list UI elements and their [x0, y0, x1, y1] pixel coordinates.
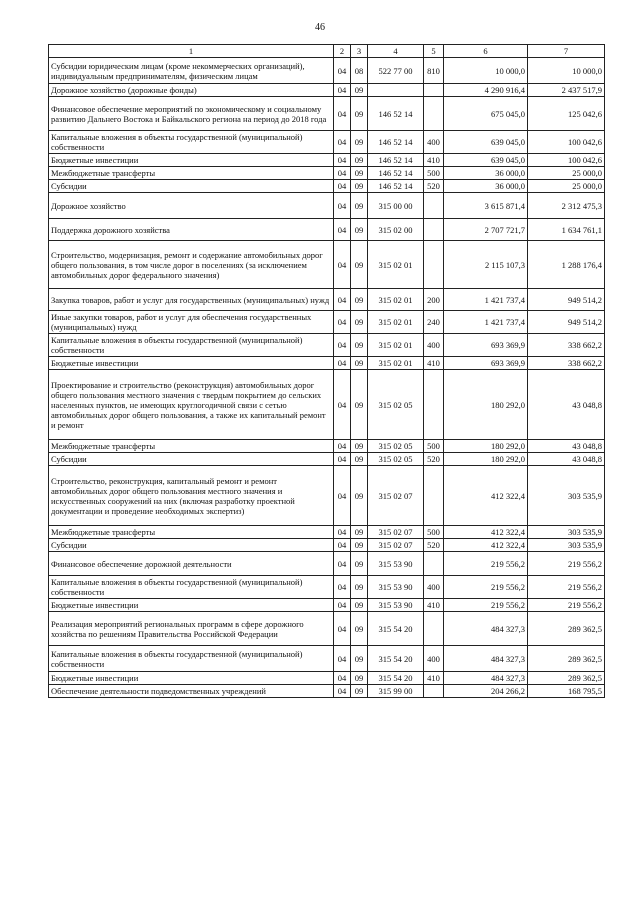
table-row	[49, 612, 605, 646]
row-amount-2: 219 556,2	[528, 599, 605, 612]
row-amount-1: 4 290 916,4	[444, 84, 528, 97]
row-name: Межбюджетные трансферты	[49, 167, 334, 180]
row-amount-2: 303 535,9	[528, 539, 605, 552]
row-amount-1: 219 556,2	[444, 552, 528, 576]
row-amount-2: 2 437 517,9	[528, 84, 605, 97]
row-subsection: 08	[351, 58, 368, 84]
row-subsection: 09	[351, 370, 368, 440]
row-amount-1: 484 327,3	[444, 612, 528, 646]
row-section: 04	[334, 58, 351, 84]
row-subsection: 09	[351, 180, 368, 193]
row-name: Финансовое обеспечение дорожной деятельности	[49, 552, 334, 576]
row-amount-1: 2 115 107,3	[444, 241, 528, 289]
row-amount-2: 1 288 176,4	[528, 241, 605, 289]
row-section: 04	[334, 539, 351, 552]
row-amount-2: 43 048,8	[528, 453, 605, 466]
row-section: 04	[334, 131, 351, 154]
row-amount-2: 289 362,5	[528, 646, 605, 672]
row-subsection: 09	[351, 84, 368, 97]
row-target-code: 315 02 00	[368, 219, 424, 241]
row-amount-2: 125 042,6	[528, 97, 605, 131]
row-subsection: 09	[351, 672, 368, 685]
row-expense-type: 500	[424, 440, 444, 453]
table-row	[49, 357, 605, 370]
row-name: Закупка товаров, работ и услуг для государственных (муниципальных) нужд	[49, 289, 334, 311]
row-amount-1: 180 292,0	[444, 440, 528, 453]
row-expense-type: 410	[424, 357, 444, 370]
table-row	[49, 370, 605, 440]
row-subsection: 09	[351, 612, 368, 646]
row-expense-type: 520	[424, 180, 444, 193]
row-subsection: 09	[351, 685, 368, 698]
row-expense-type: 500	[424, 526, 444, 539]
row-target-code: 315 02 07	[368, 539, 424, 552]
table-row	[49, 576, 605, 599]
table-row	[49, 311, 605, 334]
row-target-code: 315 02 01	[368, 241, 424, 289]
table-row	[49, 131, 605, 154]
row-expense-type	[424, 685, 444, 698]
header-cell: 7	[528, 45, 605, 58]
row-section: 04	[334, 552, 351, 576]
budget-table	[48, 44, 605, 698]
row-target-code: 146 52 14	[368, 97, 424, 131]
row-amount-1: 36 000,0	[444, 180, 528, 193]
row-expense-type	[424, 241, 444, 289]
row-name: Финансовое обеспечение мероприятий по экономическому и социальному развитию Дальнего Востока и Байкальского региона на период до 2018 года	[49, 97, 334, 131]
row-section: 04	[334, 334, 351, 357]
row-expense-type: 520	[424, 539, 444, 552]
row-amount-2: 25 000,0	[528, 167, 605, 180]
row-name: Бюджетные инвестиции	[49, 154, 334, 167]
row-amount-1: 412 322,4	[444, 526, 528, 539]
row-target-code: 146 52 14	[368, 180, 424, 193]
row-expense-type: 400	[424, 576, 444, 599]
row-amount-1: 204 266,2	[444, 685, 528, 698]
row-amount-2: 25 000,0	[528, 180, 605, 193]
row-expense-type: 410	[424, 599, 444, 612]
row-target-code: 315 02 01	[368, 357, 424, 370]
table-row	[49, 453, 605, 466]
table-row	[49, 154, 605, 167]
row-subsection: 09	[351, 289, 368, 311]
row-section: 04	[334, 685, 351, 698]
row-expense-type: 410	[424, 672, 444, 685]
row-name: Капитальные вложения в объекты государственной (муниципальной) собственности	[49, 576, 334, 599]
row-subsection: 09	[351, 167, 368, 180]
row-amount-1: 693 369,9	[444, 357, 528, 370]
row-amount-1: 693 369,9	[444, 334, 528, 357]
table-row	[49, 552, 605, 576]
row-name: Субсидии	[49, 180, 334, 193]
table-row	[49, 440, 605, 453]
row-expense-type	[424, 466, 444, 526]
row-target-code: 315 02 01	[368, 334, 424, 357]
row-target-code: 146 52 14	[368, 167, 424, 180]
row-amount-2: 303 535,9	[528, 466, 605, 526]
row-subsection: 09	[351, 311, 368, 334]
row-amount-2: 949 514,2	[528, 311, 605, 334]
row-amount-2: 43 048,8	[528, 440, 605, 453]
row-amount-1: 639 045,0	[444, 131, 528, 154]
row-amount-2: 100 042,6	[528, 131, 605, 154]
row-amount-2: 289 362,5	[528, 672, 605, 685]
row-name: Межбюджетные трансферты	[49, 440, 334, 453]
row-target-code: 146 52 14	[368, 154, 424, 167]
row-target-code: 315 53 90	[368, 576, 424, 599]
row-section: 04	[334, 646, 351, 672]
row-amount-2: 2 312 475,3	[528, 193, 605, 219]
row-section: 04	[334, 97, 351, 131]
row-amount-1: 2 707 721,7	[444, 219, 528, 241]
row-name: Обеспечение деятельности подведомственных учреждений	[49, 685, 334, 698]
table-row	[49, 466, 605, 526]
row-expense-type: 410	[424, 154, 444, 167]
row-section: 04	[334, 180, 351, 193]
table-row	[49, 599, 605, 612]
row-expense-type	[424, 219, 444, 241]
table-row	[49, 241, 605, 289]
row-amount-2: 168 795,5	[528, 685, 605, 698]
row-subsection: 09	[351, 526, 368, 539]
row-section: 04	[334, 193, 351, 219]
row-subsection: 09	[351, 193, 368, 219]
row-section: 04	[334, 241, 351, 289]
table-row	[49, 219, 605, 241]
row-section: 04	[334, 576, 351, 599]
row-name: Иные закупки товаров, работ и услуг для обеспечения государственных (муниципальных) нужд	[49, 311, 334, 334]
row-section: 04	[334, 219, 351, 241]
row-target-code: 146 52 14	[368, 131, 424, 154]
row-name: Дорожное хозяйство	[49, 193, 334, 219]
row-expense-type: 520	[424, 453, 444, 466]
row-amount-1: 412 322,4	[444, 466, 528, 526]
row-section: 04	[334, 466, 351, 526]
row-expense-type: 400	[424, 646, 444, 672]
row-subsection: 09	[351, 552, 368, 576]
row-target-code: 315 54 20	[368, 612, 424, 646]
row-expense-type	[424, 193, 444, 219]
row-amount-1: 180 292,0	[444, 370, 528, 440]
row-target-code: 315 02 01	[368, 311, 424, 334]
row-target-code: 315 02 05	[368, 440, 424, 453]
row-name: Субсидии юридическим лицам (кроме некоммерческих организаций), индивидуальным предпринимателям, физическим лицам	[49, 58, 334, 84]
row-expense-type: 810	[424, 58, 444, 84]
row-subsection: 09	[351, 154, 368, 167]
row-subsection: 09	[351, 97, 368, 131]
row-amount-2: 338 662,2	[528, 334, 605, 357]
header-cell: 3	[351, 45, 368, 58]
row-name: Бюджетные инвестиции	[49, 672, 334, 685]
row-name: Бюджетные инвестиции	[49, 357, 334, 370]
row-target-code: 315 99 00	[368, 685, 424, 698]
row-expense-type: 500	[424, 167, 444, 180]
row-target-code	[368, 84, 424, 97]
row-amount-2: 289 362,5	[528, 612, 605, 646]
table-row	[49, 167, 605, 180]
table-row	[49, 526, 605, 539]
header-cell: 1	[49, 45, 334, 58]
row-target-code: 315 02 05	[368, 370, 424, 440]
table-row	[49, 334, 605, 357]
table-row	[49, 58, 605, 84]
row-amount-2: 219 556,2	[528, 552, 605, 576]
row-section: 04	[334, 167, 351, 180]
row-target-code: 315 54 20	[368, 672, 424, 685]
row-amount-2: 1 634 761,1	[528, 219, 605, 241]
row-section: 04	[334, 526, 351, 539]
row-amount-1: 484 327,3	[444, 672, 528, 685]
row-subsection: 09	[351, 131, 368, 154]
table-row	[49, 672, 605, 685]
row-subsection: 09	[351, 466, 368, 526]
row-amount-1: 219 556,2	[444, 599, 528, 612]
row-name: Субсидии	[49, 453, 334, 466]
row-section: 04	[334, 289, 351, 311]
row-target-code: 315 02 07	[368, 526, 424, 539]
row-amount-2: 100 042,6	[528, 154, 605, 167]
row-name: Капитальные вложения в объекты государственной (муниципальной) собственности	[49, 334, 334, 357]
table-row	[49, 193, 605, 219]
row-target-code: 315 00 00	[368, 193, 424, 219]
row-name: Проектирование и строительство (реконструкция) автомобильных дорог общего пользования местного значения с твердым покрытием до сельских населенных пунктов, не имеющих круглогодичной связи с сетью автомобильных дорог общего пользования, а также их капитальный ремонт и ремонт	[49, 370, 334, 440]
row-name: Бюджетные инвестиции	[49, 599, 334, 612]
row-amount-1: 10 000,0	[444, 58, 528, 84]
row-expense-type	[424, 370, 444, 440]
row-subsection: 09	[351, 453, 368, 466]
row-target-code: 315 53 90	[368, 599, 424, 612]
row-section: 04	[334, 440, 351, 453]
row-name: Межбюджетные трансферты	[49, 526, 334, 539]
row-name: Строительство, модернизация, ремонт и содержание автомобильных дорог общего пользования, в том числе дорог в поселениях (за исключением автомобильных дорог федерального значения)	[49, 241, 334, 289]
row-expense-type	[424, 84, 444, 97]
row-subsection: 09	[351, 599, 368, 612]
row-subsection: 09	[351, 219, 368, 241]
row-amount-1: 1 421 737,4	[444, 311, 528, 334]
row-expense-type: 400	[424, 131, 444, 154]
row-subsection: 09	[351, 334, 368, 357]
row-subsection: 09	[351, 440, 368, 453]
row-subsection: 09	[351, 241, 368, 289]
row-amount-2: 10 000,0	[528, 58, 605, 84]
header-cell: 5	[424, 45, 444, 58]
row-section: 04	[334, 357, 351, 370]
row-amount-1: 1 421 737,4	[444, 289, 528, 311]
table-row	[49, 180, 605, 193]
row-name: Капитальные вложения в объекты государственной (муниципальной) собственности	[49, 131, 334, 154]
row-target-code: 315 02 01	[368, 289, 424, 311]
row-name: Капитальные вложения в объекты государственной (муниципальной) собственности	[49, 646, 334, 672]
row-expense-type	[424, 612, 444, 646]
table-row	[49, 685, 605, 698]
row-target-code: 315 02 05	[368, 453, 424, 466]
row-amount-1: 412 322,4	[444, 539, 528, 552]
row-target-code: 315 02 07	[368, 466, 424, 526]
row-expense-type: 240	[424, 311, 444, 334]
row-target-code: 315 54 20	[368, 646, 424, 672]
row-expense-type: 400	[424, 334, 444, 357]
row-amount-2: 43 048,8	[528, 370, 605, 440]
row-section: 04	[334, 612, 351, 646]
row-amount-2: 338 662,2	[528, 357, 605, 370]
row-amount-1: 219 556,2	[444, 576, 528, 599]
row-section: 04	[334, 370, 351, 440]
row-target-code: 315 53 90	[368, 552, 424, 576]
row-name: Реализация мероприятий региональных программ в сфере дорожного хозяйства по решениям Правительства Российской Федерации	[49, 612, 334, 646]
row-section: 04	[334, 154, 351, 167]
table-row	[49, 539, 605, 552]
table-row	[49, 646, 605, 672]
row-subsection: 09	[351, 539, 368, 552]
row-amount-2: 303 535,9	[528, 526, 605, 539]
page-number: 46	[315, 22, 325, 33]
table-row	[49, 289, 605, 311]
row-amount-1: 675 045,0	[444, 97, 528, 131]
row-name: Строительство, реконструкция, капитальный ремонт и ремонт автомобильных дорог общего пользования местного значения и искусственных сооружений на них (включая разработку проектной документации и проведение необходимых экспертиз)	[49, 466, 334, 526]
row-amount-1: 36 000,0	[444, 167, 528, 180]
row-amount-1: 639 045,0	[444, 154, 528, 167]
row-amount-2: 219 556,2	[528, 576, 605, 599]
row-name: Дорожное хозяйство (дорожные фонды)	[49, 84, 334, 97]
row-amount-1: 180 292,0	[444, 453, 528, 466]
row-section: 04	[334, 672, 351, 685]
row-section: 04	[334, 311, 351, 334]
row-subsection: 09	[351, 357, 368, 370]
table-row	[49, 97, 605, 131]
header-row	[49, 45, 605, 58]
table-row	[49, 84, 605, 97]
header-cell: 2	[334, 45, 351, 58]
row-section: 04	[334, 453, 351, 466]
row-section: 04	[334, 84, 351, 97]
row-amount-2: 949 514,2	[528, 289, 605, 311]
row-target-code: 522 77 00	[368, 58, 424, 84]
row-amount-1: 3 615 871,4	[444, 193, 528, 219]
row-expense-type: 200	[424, 289, 444, 311]
row-subsection: 09	[351, 646, 368, 672]
row-expense-type	[424, 97, 444, 131]
row-subsection: 09	[351, 576, 368, 599]
header-cell: 4	[368, 45, 424, 58]
row-amount-1: 484 327,3	[444, 646, 528, 672]
header-cell: 6	[444, 45, 528, 58]
row-name: Субсидии	[49, 539, 334, 552]
row-expense-type	[424, 552, 444, 576]
row-name: Поддержка дорожного хозяйства	[49, 219, 334, 241]
row-section: 04	[334, 599, 351, 612]
